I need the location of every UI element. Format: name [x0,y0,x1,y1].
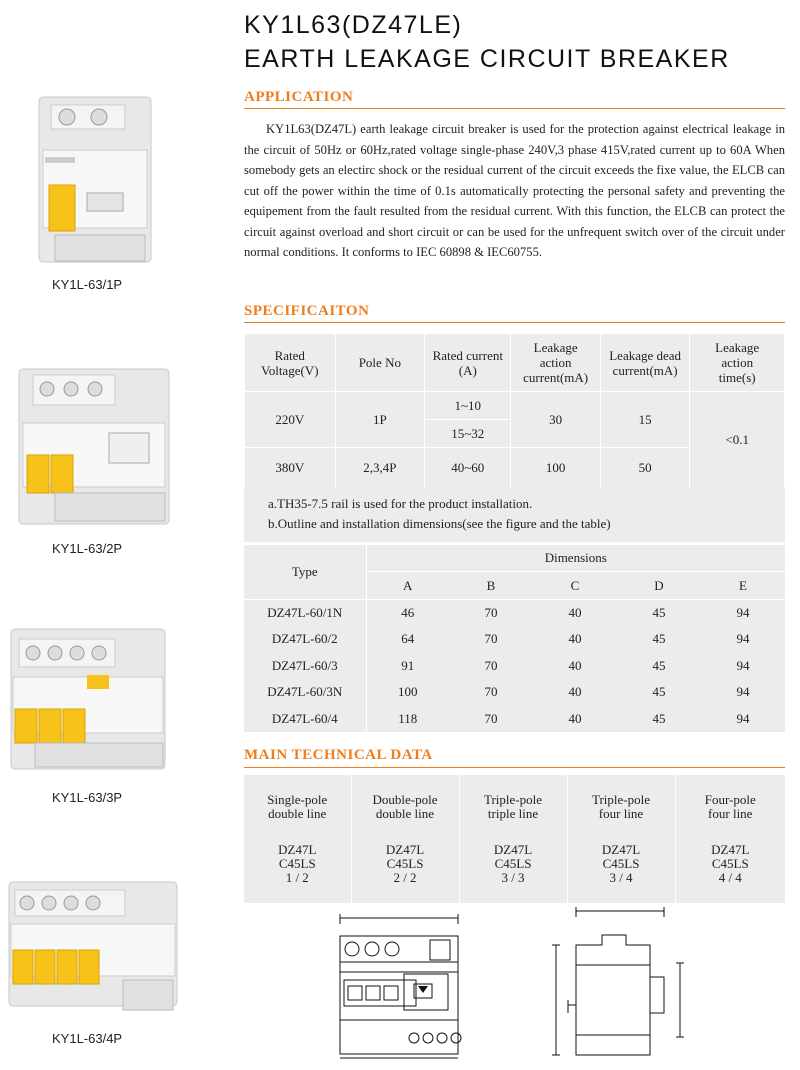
spec-current-15-32: 15~32 [425,420,511,448]
spec-time: <0.1 [690,392,785,488]
spec-note-b: b.Outline and installation dimensions(see the figure and the table) [268,516,611,531]
main-data-heading: MAIN TECHNICAL DATA [244,747,433,763]
main-col-line2: double line [375,806,435,821]
dim-value: 94 [701,653,785,679]
spec-dead-50: 50 [600,448,690,488]
main-col-line1: Triple-pole [591,792,651,807]
main-col-model1: DZ47L [493,842,533,857]
main-col-model2: C45LS [711,856,749,871]
spec-header-time: Leakage action time(s) [690,334,785,392]
dim-value: 91 [366,653,449,679]
product-image-4p [5,878,185,1018]
spec-poles-234p: 2,3,4P [335,448,425,488]
dim-value: 64 [366,626,449,652]
dim-col-a: A [366,572,449,599]
main-col-model2: C45LS [278,856,316,871]
main-col-model2: C45LS [386,856,424,871]
main-col-line1: Four-pole [704,792,756,807]
spec-action-100: 100 [511,448,601,488]
application-text: KY1L63(DZ47L) earth leakage circuit breaker is used for the protection against electrical leakage in the circuit of 50Hz or 60Hz,rated voltage single-phase 240V,3 phase 415V,rated current up to 60A When somebody gets an electirc shock or the residual current of the circuit exceeds the fixe value, the ELCB can cut off the power within the time of 0.1s automatically protecting the personal safety and preventing the equipement from the fault resulted from the residual current. With this function, the ELCB can protect the circuit against overload and short circuit or can be used for the unfrequent switch over of the circuit under normal conditions. It conforms to IEC 60898 & IEC60755. [244,122,785,259]
spec-action-30: 30 [511,392,601,448]
main-col-ratio: 3 / 3 [501,870,525,885]
spec-dead-15: 15 [600,392,690,448]
spec-header-poles: Pole No [335,334,425,392]
product-caption-4p: KY1L-63/4P [52,1031,123,1046]
dim-value: 94 [701,705,785,731]
dim-value: 45 [617,679,701,705]
dim-value: 70 [449,679,533,705]
main-col-model2: C45LS [494,856,532,871]
dim-value: 45 [617,705,701,731]
dim-type: DZ47L-60/1N [244,599,366,626]
main-col-ratio: 3 / 4 [609,870,633,885]
specification-heading: SPECIFICAITON [244,303,370,319]
spec-note-a: a.TH35-7.5 rail is used for the product installation. [268,496,533,511]
dim-header-type: Type [244,545,366,599]
spec-current-40-60: 40~60 [425,448,511,488]
dim-value: 70 [449,705,533,731]
main-col-line1: Single-pole [267,792,328,807]
dim-value: 40 [533,599,617,626]
main-col-line2: triple line [487,806,539,821]
dimensions-table [244,545,785,732]
spec-notes [244,487,785,542]
dim-value: 40 [533,626,617,652]
product-image-1p [15,95,175,270]
spec-header-action: Leakage action current(mA) [511,334,601,392]
main-data-col [567,775,675,903]
table-row [244,705,785,731]
main-col-model2: C45LS [602,856,640,871]
dim-value: 45 [617,599,701,626]
main-col-line2: four line [708,806,753,821]
main-col-line1: Triple-pole [483,792,543,807]
main-col-line1: Double-pole [372,792,438,807]
dim-type: DZ47L-60/3N [244,679,366,705]
application-rule [244,108,785,109]
product-caption-2p: KY1L-63/2P [52,541,123,556]
product-image-2p [15,365,175,530]
main-data-col [675,775,785,903]
main-col-ratio: 4 / 4 [718,870,742,885]
table-row [244,653,785,679]
main-data-col [351,775,459,903]
table-row [244,626,785,652]
dim-header-group: Dimensions [366,545,785,572]
dim-value: 45 [617,626,701,652]
main-data-rule [244,767,785,768]
dim-col-d: D [617,572,701,599]
product-caption-3p: KY1L-63/3P [52,790,123,805]
dim-value: 94 [701,599,785,626]
specification-rule [244,322,785,323]
table-row [244,599,785,626]
dim-value: 118 [366,705,449,731]
spec-header-dead: Leakage dead current(mA) [600,334,690,392]
dim-col-b: B [449,572,533,599]
spec-current-1-10: 1~10 [425,392,511,420]
spec-voltage-380: 380V [245,448,336,488]
main-col-line2: four line [598,806,644,821]
dim-value: 100 [366,679,449,705]
main-col-ratio: 2 / 2 [393,870,417,885]
dim-type: DZ47L-60/3 [244,653,366,679]
spec-header-voltage: Rated Voltage(V) [245,334,336,392]
front-view-drawing [318,912,488,1062]
spec-header-current: Rated current (A) [425,334,511,392]
main-col-model1: DZ47L [385,842,425,857]
dim-value: 70 [449,626,533,652]
dim-value: 94 [701,679,785,705]
main-col-ratio: 1 / 2 [285,870,309,885]
dim-type: DZ47L-60/4 [244,705,366,731]
application-heading: APPLICATION [244,89,354,105]
dim-type: DZ47L-60/2 [244,626,366,652]
dim-value: 45 [617,653,701,679]
table-row [244,679,785,705]
title-line-1: KY1L63(DZ47LE) [244,11,463,39]
dim-value: 40 [533,705,617,731]
title-line-2: EARTH LEAKAGE CIRCUIT BREAKER [244,45,730,73]
spec-poles-1p: 1P [335,392,425,448]
side-view-drawing [540,905,690,1065]
dim-value: 40 [533,653,617,679]
dim-value: 70 [449,653,533,679]
main-col-line2: double line [268,806,327,821]
specification-table [244,333,785,488]
dim-value: 94 [701,626,785,652]
main-data-col [459,775,567,903]
main-data-table [244,775,785,903]
dim-col-e: E [701,572,785,599]
dim-value: 70 [449,599,533,626]
main-col-model1: DZ47L [278,842,317,857]
dim-value: 46 [366,599,449,626]
main-col-model1: DZ47L [711,842,750,857]
spec-voltage-220: 220V [245,392,336,448]
main-data-col [244,775,351,903]
product-caption-1p: KY1L-63/1P [52,277,123,292]
dim-value: 40 [533,679,617,705]
main-col-model1: DZ47L [601,842,641,857]
product-image-3p [5,625,175,775]
dim-col-c: C [533,572,617,599]
